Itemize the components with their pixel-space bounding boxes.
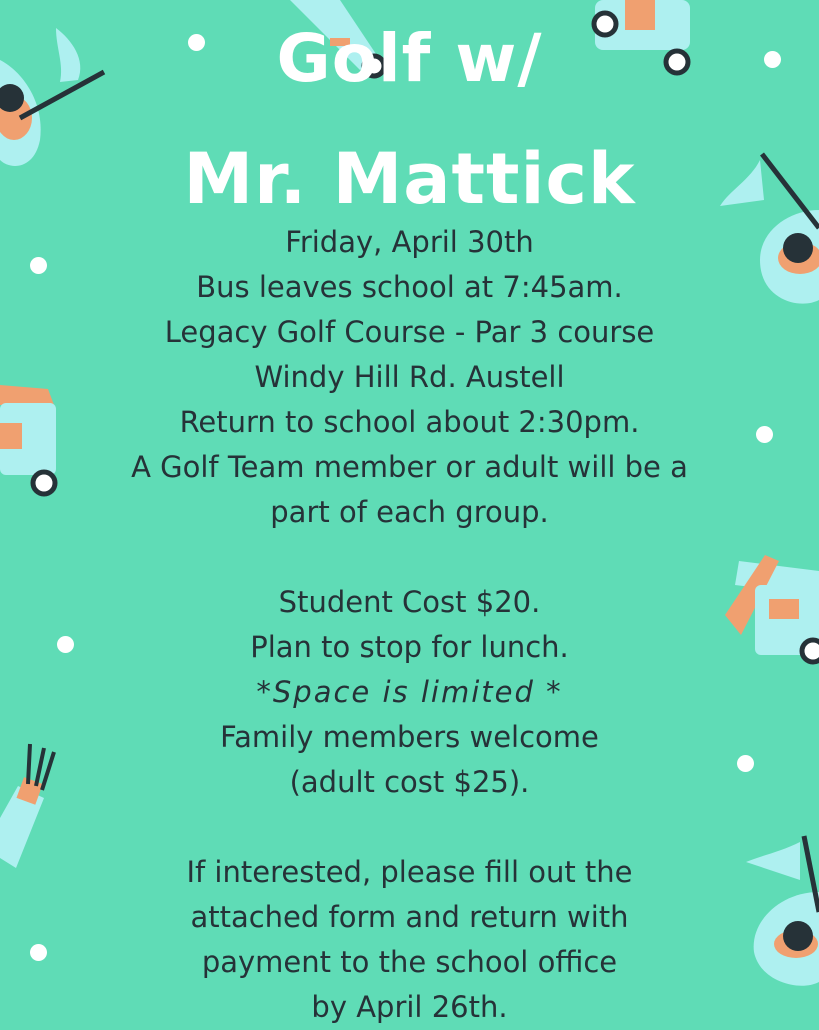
course-address: Windy Hill Rd. Austell: [254, 360, 565, 394]
event-date: Friday, April 30th: [285, 225, 534, 259]
signup-line-1: If interested, please fill out the: [186, 855, 633, 889]
space-limited-note: *Space is limited *: [256, 675, 563, 709]
return-time: Return to school about 2:30pm.: [179, 405, 640, 439]
lunch-note: Plan to stop for lunch.: [250, 630, 569, 664]
page-title-line-1: Golf w/: [276, 20, 543, 97]
signup-line-2: attached form and return with: [190, 900, 629, 934]
event-details: [0, 220, 819, 1030]
course-name: Legacy Golf Course - Par 3 course: [164, 315, 655, 349]
student-cost: Student Cost $20.: [278, 585, 541, 619]
adult-cost: (adult cost $25).: [289, 765, 530, 799]
signup-line-3: payment to the school office: [201, 945, 618, 979]
bus-departure: Bus leaves school at 7:45am.: [196, 270, 623, 304]
group-note-line-1: A Golf Team member or adult will be a: [131, 450, 688, 484]
signup-deadline: by April 26th.: [311, 990, 508, 1024]
page-title-line-2: Mr. Mattick: [183, 138, 636, 220]
family-welcome: Family members welcome: [220, 720, 599, 754]
group-note-line-2: part of each group.: [270, 495, 549, 529]
